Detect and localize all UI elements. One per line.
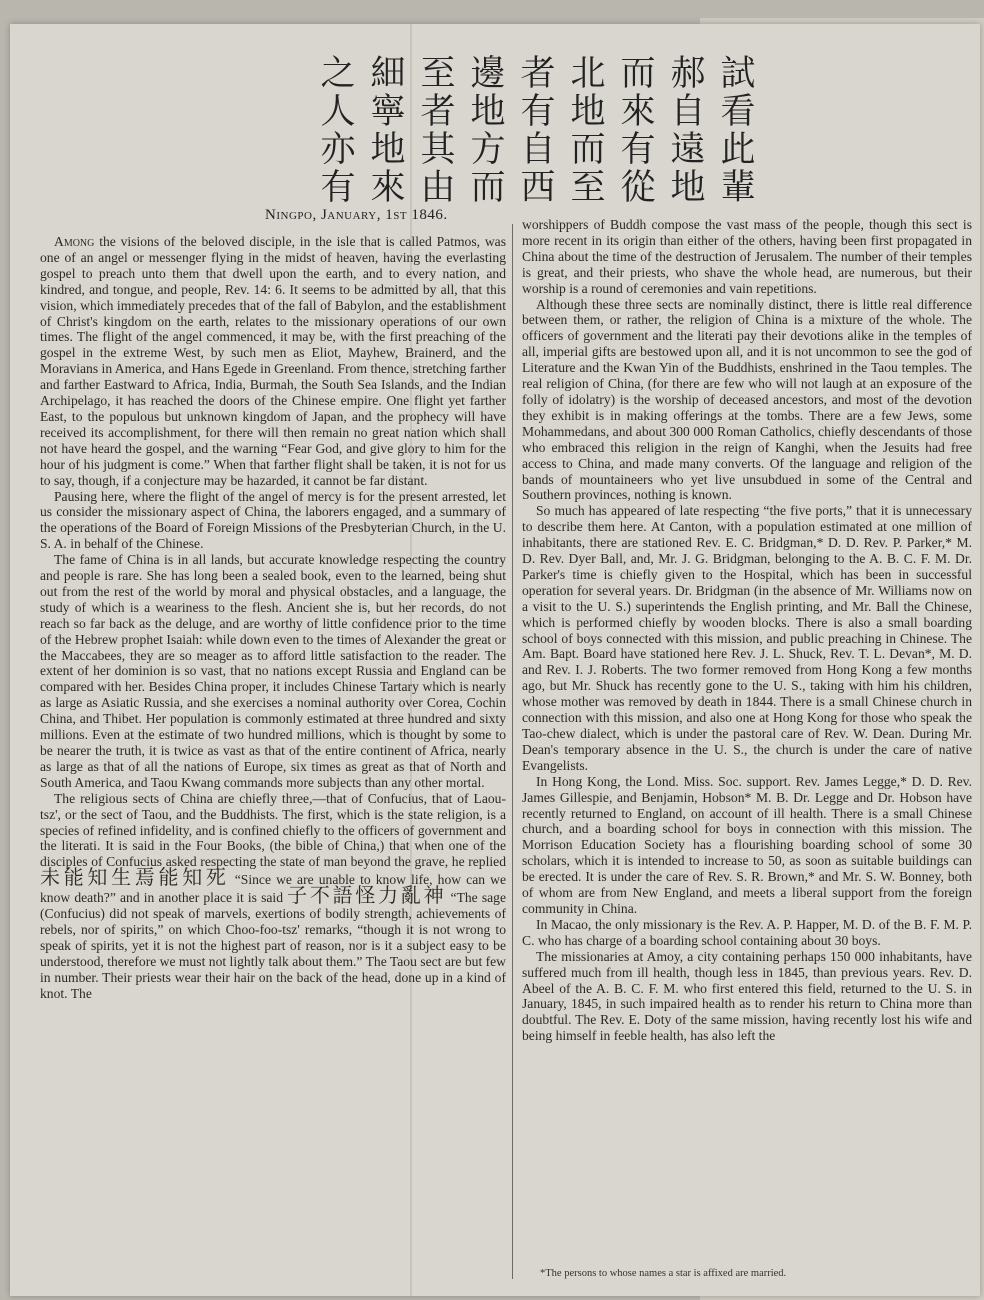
right-text-column <box>522 217 972 1277</box>
paragraph: The fame of China is in all lands, but accurate knowledge respecting the country and people is rare. She has long been a sealed book, even to the learned, being shut out from the rest of the world by moral and physical obstacles, and a language, the study of which is a weariness to the flesh. Ancient she is, but her records, do not reach so far back as the deluge, and are worthy of little confidence prior to the time of the Hebrew prophet Isaiah: while down even to the times of Alexander the great or the Maccabees, they are so meager as to afford little satisfaction to the reader. The extent of her dominion is so vast, that no nations except Russia and England can be compared with her. Besides China proper, it includes Chinese Tartary which is nearly as large as Asiatic Russia, and she exercises a nominal authority over Corea, Cochin China, and Thibet. Her population is commonly estimated at three hundred and sixty millions. Even at the estimate of two hundred millions, which is thought by some to be nearer the truth, it is twice as vast as that of the entire continent of Africa, nearly as large as that of all the nations of Europe, six times as great as that of North and South America, and Taou Kwang commands more subjects than any other mortal. <box>40 552 506 790</box>
paragraph: The missionaries at Amoy, a city containing perhaps 150 000 inhabitants, have suffered much from ill health, though less in 1845, than previous years. Rev. D. Abeel of the A. B. C. F. M. who first entered this field, returned to the U. S. in January, 1845, in such impaired health as to render his return to China more than doubtful. The Rev. E. Doty of the same mission, having recently lost his wife and being himself in feeble health, has also left the <box>522 948 972 1044</box>
cjk-heading-column: 者有自西 <box>515 54 555 206</box>
paragraph: worshippers of Buddh compose the vast mass of the people, though this sect is more recent in its origin than either of the others, having been first propagated in China about the time of the destruction of Jerusalem. The number of their temples is great, and their priests, who shave the whole head, are numerous, but their worship is a round of ceremonies and vain repetitions. <box>522 217 972 296</box>
cjk-heading-column: 試看此輩 <box>715 54 755 206</box>
cjk-heading-column: 細寧地來 <box>365 54 405 206</box>
cjk-heading-column: 郝自遠地 <box>665 54 705 206</box>
paragraph: In Macao, the only missionary is the Rev. A. P. Happer, M. D. of the B. F. M. P. C. who has charge of a boarding school containing about 30 boys. <box>522 916 972 948</box>
paragraph <box>40 791 506 1002</box>
paragraph: So much has appeared of late respecting “the five ports,” that it is unnecessary to describe them here. At Canton, with a population estimated at one million of inhabitants, there are stationed Rev. E. C. Bridgman,* D. D. Rev. P. Parker,* M. D. Rev. Dyer Ball, and, Mr. J. G. Bridgman, belonging to the A. B. C. F. M. Dr. Parker's time is chiefly given to the Hospital, which has been in successful operation for several years. Dr. Bridgman (in the absence of Mr. Williams now on a visit to the U. S.) superintends the English printing, and Mr. Ball the Chinese, which is performed chiefly by wooden blocks. There is also a small boarding school of boys connected with this mission, and public preaching in Chinese. The Am. Bapt. Board have stationed here Rev. J. L. Shuck, Rev. T. L. Devan*, M. D. and Rev. I. J. Roberts. The two former removed from Hong Kong a few months ago, but Mr. Shuck has recently gone to the U. S., taking with him his children, whose mother was removed by death in 1844. There is a small Chinese church in connection with this mission, and also one at Hong Kong for those who speak the Tao-chew dialect, which is under the pastoral care of Rev. W. Dean. During Mr. Dean's temporary absence in the U. S., the church is under the care of native Evangelists. <box>522 503 972 773</box>
cjk-heading-column: 至者其由 <box>415 54 455 206</box>
paragraph-text: “Since we are unable to know life, how can we know death?” and in another place it is said <box>40 872 506 906</box>
chinese-quote: 子不語怪力亂神 <box>287 883 447 908</box>
paragraph-text: the visions of the beloved disciple, in the isle that is called Patmos, was one of an angel or messenger flying in the midst of heaven, having the everlasting gospel to preach unto them that dwell upon the earth, and to every nation, and kindred, and tongue, and people, Rev. 14: 6. It seems to be admitted by all, that this vision, which immediately precedes that of the fall of Babylon, and the establishment of Christ's kingdom on the earth, relates to the missionary operations of our own times. The flight of the angel commenced, it may be, with the first preaching of the gospel in the extreme West, by such men as Eliot, Mayhew, Brainerd, and the Moravians in America, and Hans Egede in Greenland. From thence, stretching farther and farther Eastward to Africa, India, Burmah, the South Sea Islands, and the Indian Archipelago, it has reached the doors of the Chinese empire. One flight yet farther East, to the populous but unknown kingdom of Japan, and the prophecy will have received its accomplishment, for there will then remain no great nation which shall not have heard the gospel, and the warning “Fear God, and give glory to him for the hour of his judgment is come.” When that farther flight shall be taken, it is not for us to say, though, if a conjecture may be hazarded, it cannot be far distant. <box>40 234 506 488</box>
dateline: Ningpo, January, 1st 1846. <box>265 207 448 223</box>
chinese-quote: 未能知生焉能知死 <box>40 865 230 890</box>
chinese-heading <box>310 54 760 224</box>
cjk-heading-column: 北地而至 <box>565 54 605 206</box>
cjk-heading-column: 之人亦有 <box>315 54 355 206</box>
paragraph-text: The religious sects of China are chiefly three,—that of Confucius, that of Laou-tsz', or the sect of Taou, and the Buddhists. The first, which is the state religion, is a species of refined infidelity, and is confined chiefly to the officers of government and the literati. It is said in the Four Books, (the bible of China,) that when one of the disciples of Confucius asked respecting the state of man beyond the grave, he replied <box>40 790 506 870</box>
paragraph: In Hong Kong, the Lond. Miss. Soc. support. Rev. James Legge,* D. D. Rev. James Gillespie, and Benjamin, Hobson* M. B. Dr. Legge and Dr. Hobson have recently returned to England, on account of ill health. There is a small Chinese church, and a boarding school for boys in connection with this mission. The Morrison Education Society has a flourishing boarding school of some 30 scholars, which it is intended to increase to 50, as soon as suitable buildings can be erected. It is under the care of Rev. S. R. Brown,* and Mr. S. W. Bonney, both of whom are from New England, and meets a liberal support from the foreign community in China. <box>522 773 972 916</box>
paragraph <box>40 234 506 489</box>
cjk-heading-column: 而來有從 <box>615 54 655 206</box>
column-divider <box>512 224 513 1279</box>
paragraph: Pausing here, where the flight of the angel of mercy is for the present arrested, let us consider the missionary aspect of China, the laborers engaged, and a summary of the operations of the Board of Foreign Missions of the Presbyterian Church, in the U. S. A. in behalf of the Chinese. <box>40 488 506 552</box>
left-text-column <box>40 234 506 1284</box>
printed-leaflet <box>10 24 980 1296</box>
cjk-heading-column: 邊地方而 <box>465 54 505 206</box>
footnote: *The persons to whose names a star is affixed are married. <box>540 1268 787 1279</box>
paragraph-text: “The sage (Confucius) did not speak of marvels, exertions of bodily strength, achievements of rebels, nor of spirits,” on which Choo-foo-tsz' remarks, “though it is not wrong to speak of spirits, yet it is not the highest part of reason, nor is it a subject easy to be understood, therefore we must not lightly talk about them.” The Taou sect are but few in number. Their priests wear their hair on the back of the head, done up in a kind of knot. The <box>40 890 506 1001</box>
paragraph: Although these three sects are nominally distinct, there is little real difference between them, or rather, the religion of China is a mixture of the whole. The officers of government and the literati pay their devotions alike in the temples of all, imperial gifts are bestowed upon all, and it is not uncommon to see the god of Literature and the Kwan Yin of the Buddhists, enshrined in the Taou temples. The real religion of China, (for there are few who will not laugh at an exposure of the folly of idolatry) is the worship of deceased ancestors, and most of the devotion they exhibit is in making offerings at the tombs. There are a few Jews, some Mohammedans, and about 300 000 Roman Catholics, chiefly descendants of those who embraced this religion in the reign of Kanghi, when the Jesuits had free access to China, and made many converts. Of the language and religion of the bands of mountaineers who yet live unsubdued in some of the Central and Southern provinces, nothing is known. <box>522 296 972 503</box>
lead-word: Among <box>54 234 95 249</box>
